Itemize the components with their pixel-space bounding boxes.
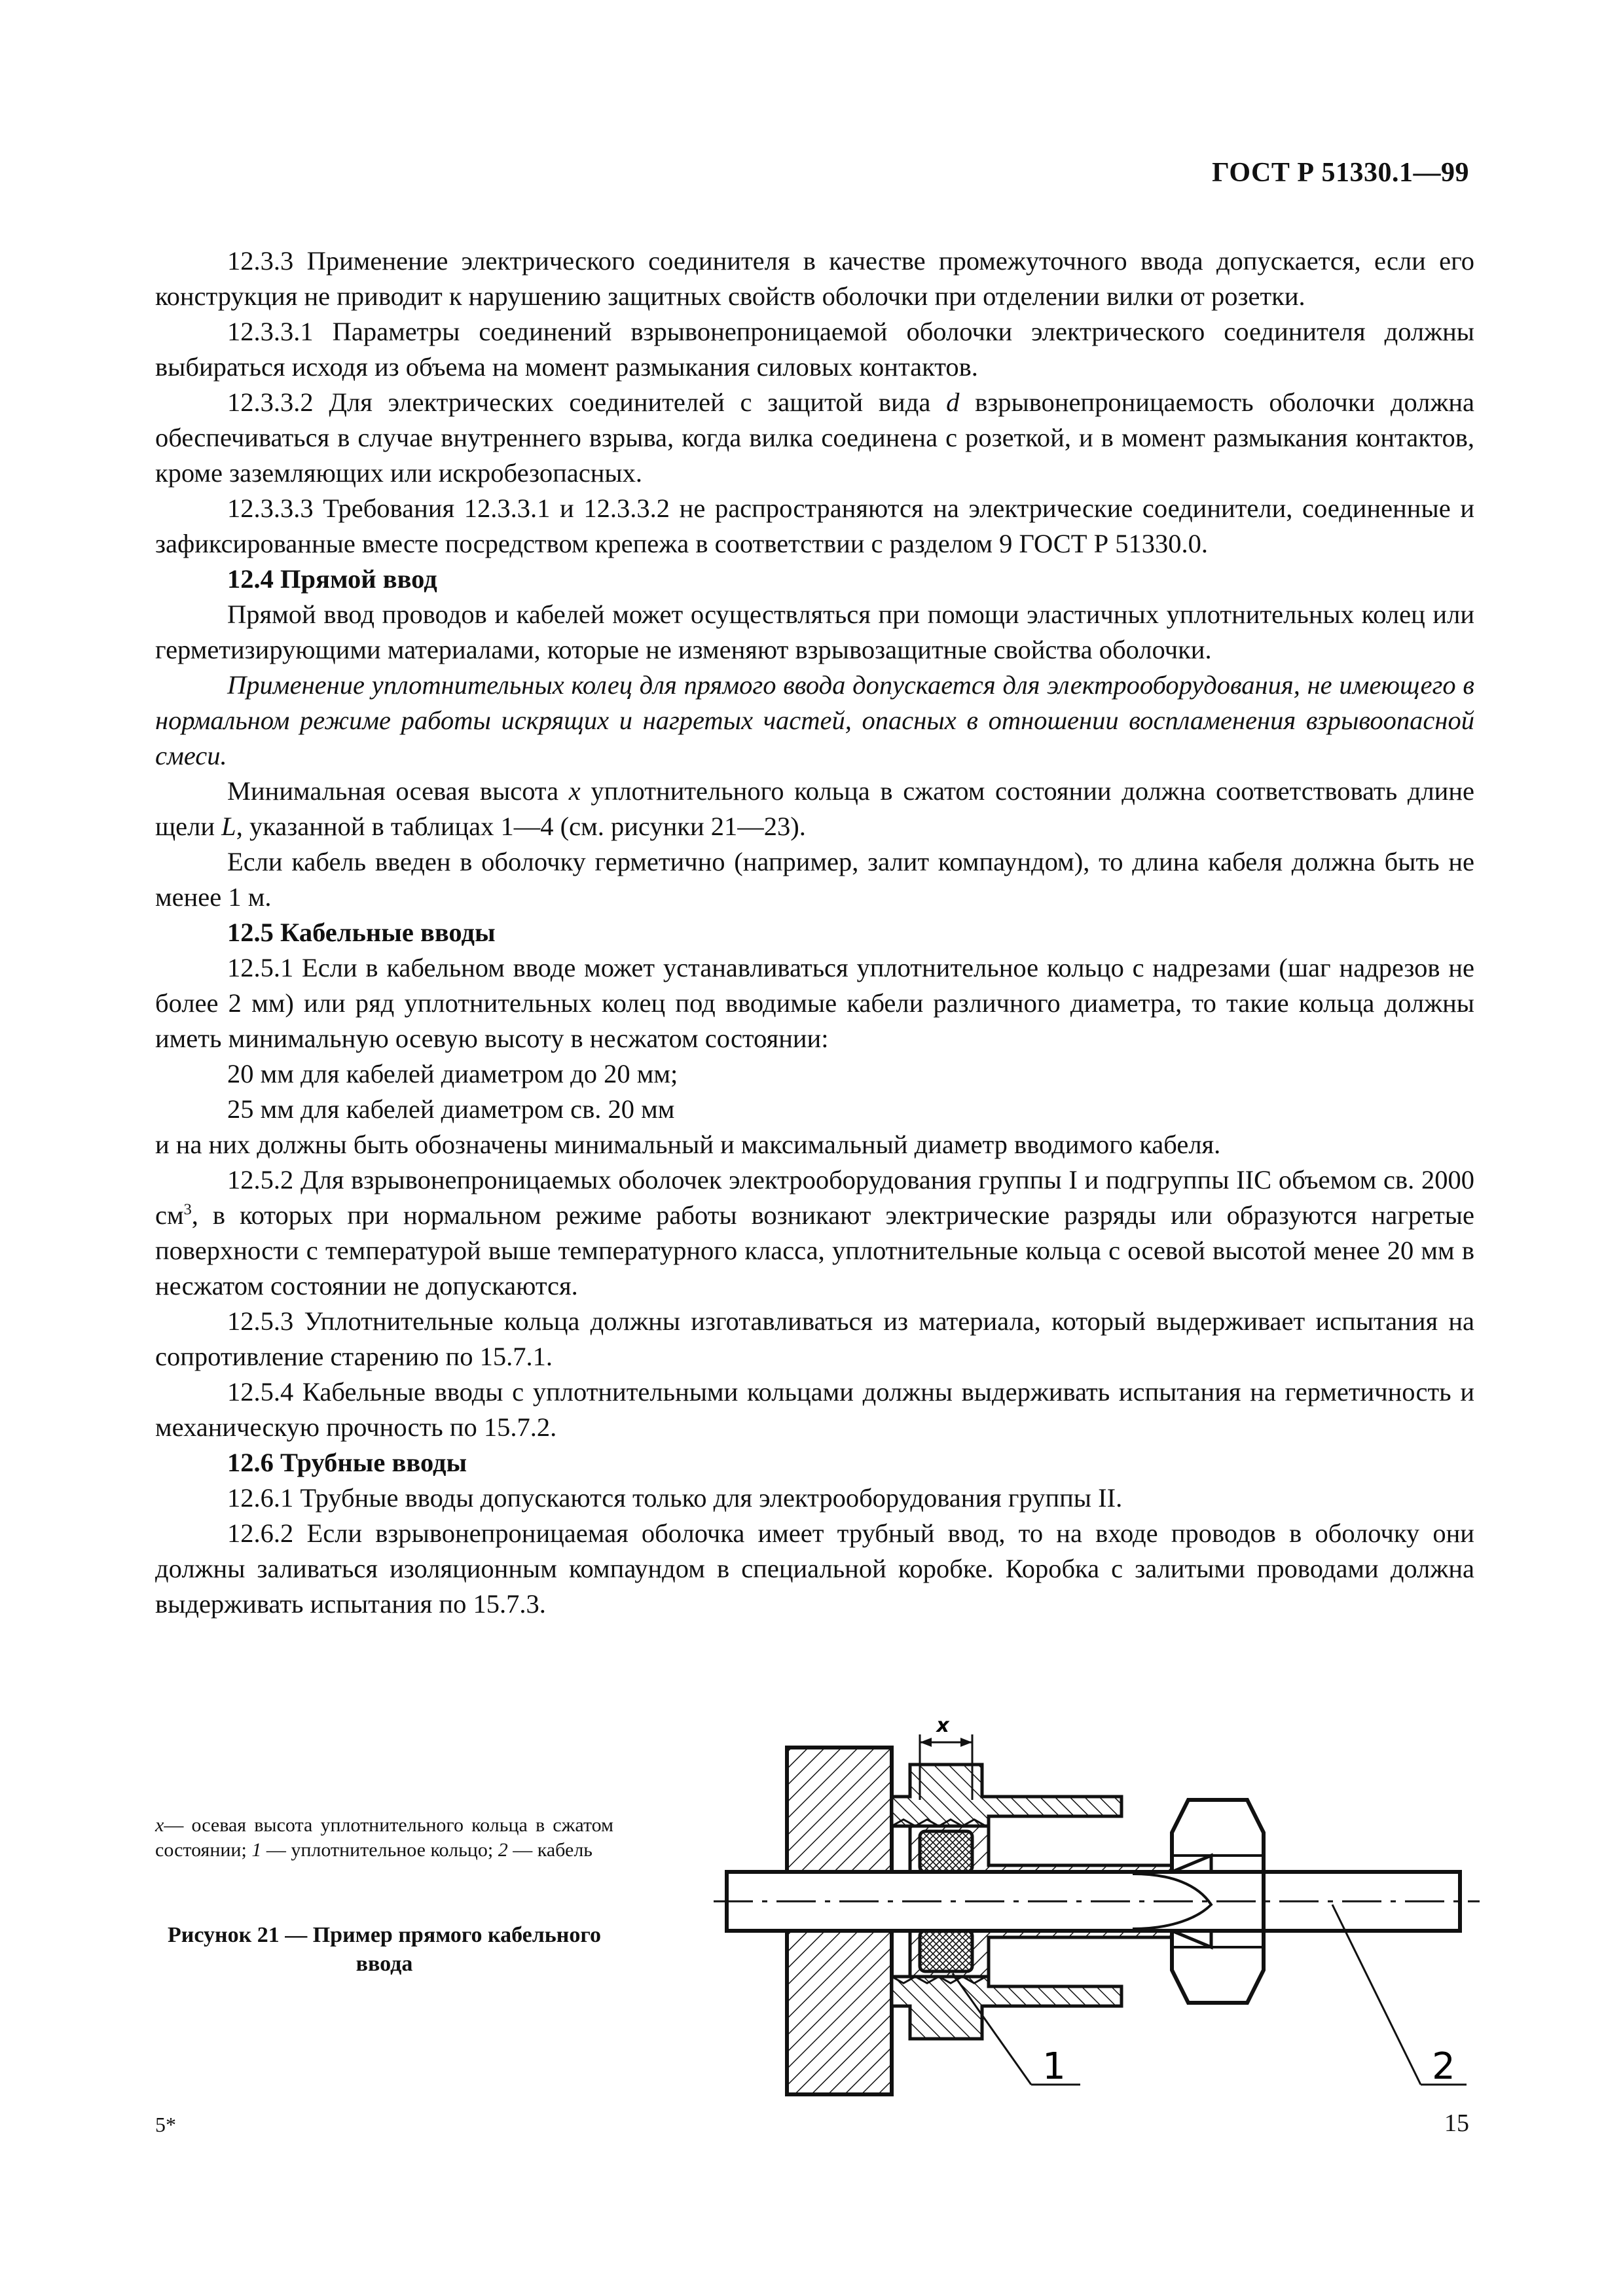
protection-type-var: d — [946, 387, 960, 417]
dim-arrow-right — [960, 1738, 972, 1747]
paragraph-12-5-4: 12.5.4 Кабельные вводы с уплотнительными кольцами должны выдерживать испытания на герметичность и механическую прочность по 15.7.2. — [155, 1377, 1474, 1442]
list-item-20mm: 20 мм для кабелей диаметром до 20 мм; — [227, 1059, 678, 1088]
paragraph-12-5-2: 12.5.2 Для взрывонепроницаемых оболочек электрооборудования группы I и подгруппы IIC объемом св. 2000 $см^3$, в которых при нормальном режиме работы возникают электрические разряды или образуются нагретые поверхности с температурой выше температурного класса, уплотнительные кольца с осевой высотой менее 20 мм в несжатом состоянии не допускаются. — [155, 1165, 1474, 1300]
paragraph-direct-entry-note: Применение уплотнительных колец для прямого ввода допускается для электрооборудования, не имеющего в нормальном режиме работы искрящих и нагретых частей, опасных в отношении воспламенения взрывоопасной смеси. — [155, 670, 1474, 770]
paragraph-12-3-3-3: 12.3.3.3 Требования 12.3.3.1 и 12.3.3.2 не распространяются на электрические соединители, соединенные и зафиксированные вместе посредством крепежа в соответствии с разделом 9 ГОСТ Р 51330.0. — [155, 493, 1474, 558]
sealing-ring-top — [920, 1831, 972, 1872]
label-1: 1 — [1042, 2045, 1066, 2088]
paragraph-12-6-2: 12.6.2 Если взрывонепроницаемая оболочка имеет трубный ввод, то на входе проводов в оболочку они должны заливаться изоляционным компаундом в специальной коробке. Коробка с залитыми проводами должна выдерживать испытания по 15.7.3. — [155, 1518, 1474, 1619]
heading-12-5: 12.5 Кабельные вводы — [227, 918, 496, 947]
bushing-top — [892, 1765, 1122, 1826]
paragraph-12-5-1: 12.5.1 Если в кабельном вводе может устанавливаться уплотнительное кольцо с надрезами (шаг надрезов не более 2 мм) или ряд уплотнительных колец под вводимые кабели различного диаметра, то такие кольца должны иметь минимальную осевую высоту в несжатом состоянии: — [155, 953, 1474, 1053]
dim-label-x: x — [936, 1714, 949, 1737]
paragraph-12-5-3: 12.5.3 Уплотнительные кольца должны изготавливаться из материала, который выдерживает испытания на сопротивление старению по 15.7.1. — [155, 1306, 1474, 1371]
list-item-25mm: 25 мм для кабелей диаметром св. 20 мм — [227, 1094, 675, 1124]
standard-header: ГОСТ Р 51330.1—99 — [1212, 158, 1469, 188]
paragraph-12-6-1: 12.6.1 Трубные вводы допускаются только для электрооборудования группы II. — [227, 1483, 1123, 1513]
footer-sheet-mark: 5* — [155, 2113, 176, 2136]
paragraph-axial-height: Минимальная осевая высота x уплотнительного кольца в сжатом состоянии должна соответствовать длине щели L, указанной в таблицах 1—4 (см. рисунки 21—23). — [155, 776, 1474, 841]
paragraph-direct-entry: Прямой ввод проводов и кабелей может осуществляться при помощи эластичных уплотнительных колец или герметизирующими материалами, которые не изменяют взрывозащитные свойства оболочки. — [155, 600, 1474, 664]
heading-12-6: 12.6 Трубные вводы — [227, 1448, 467, 1477]
paragraph-diameter-marking: и на них должны быть обозначены минимальный и максимальный диаметр вводимого кабеля. — [155, 1130, 1221, 1159]
figure-caption: Рисунок 21 — Пример прямого кабельного ввода — [168, 1923, 601, 1976]
paragraph-12-3-3: 12.3.3 Применение электрического соединителя в качестве промежуточного ввода допускается, если его конструкция не приводит к нарушению защитных свойств оболочки при отделении вилки от розетки. — [155, 246, 1474, 311]
body-text — [155, 243, 1474, 1622]
paragraph-cable-length: Если кабель введен в оболочку герметично (например, залит компаундом), то длина кабеля должна быть не менее 1 м. — [155, 847, 1474, 912]
page-number: 15 — [1444, 2109, 1469, 2137]
dim-arrow-left — [920, 1738, 932, 1747]
bushing-bottom — [892, 1977, 1122, 2039]
paragraph-12-3-3-2: 12.3.3.2 Для электрических соединителей с защитой вида d взрывонепроницаемость оболочки должна обеспечиваться в случае внутреннего взрыва, когда вилка соединена с розеткой, и в момент размыкания контактов, кроме заземляющих или искробезопасных. — [155, 387, 1474, 488]
label-2: 2 — [1432, 2045, 1455, 2088]
figure-legend: x— осевая высота уплотнительного кольца в сжатом состоянии; 1 — уплотнительное кольцо; 2 — кабель — [155, 1814, 613, 1861]
heading-12-4: 12.4 Прямой ввод — [227, 564, 437, 594]
cable-entry-drawing — [714, 1708, 1480, 2127]
paragraph-12-3-3-1: 12.3.3.1 Параметры соединений взрывонепроницаемой оболочки электрического соединителя должны выбираться исходя из объема на момент размыкания силовых контактов. — [155, 317, 1474, 382]
sealing-ring-bottom — [920, 1931, 972, 1971]
